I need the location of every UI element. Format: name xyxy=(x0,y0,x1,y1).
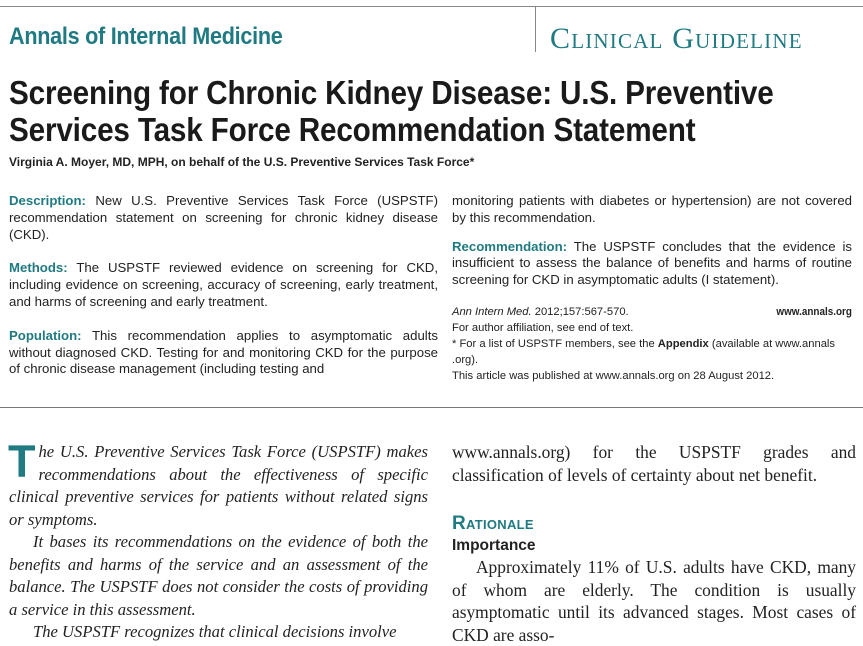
body-paragraph-2: It bases its recommendations on the evidence of both the benefits and harms of the service and an assessment of the balance. The USPSTF does not consider the costs of providing a service in this assessment. xyxy=(9,532,428,619)
abstract-recommendation xyxy=(452,239,852,289)
body-paragraph-3: The USPSTF recognizes that clinical decisions involve xyxy=(33,622,397,641)
article-meta xyxy=(452,304,852,384)
drop-cap: T xyxy=(8,436,36,487)
description-text: New U.S. Preventive Services Task Force (USPSTF) recommendation statement on screening for chronic kidney disease (CKD). xyxy=(9,193,438,242)
rationale-heading: Rationale xyxy=(452,513,534,534)
footnote-prefix: * For a list of USPSTF members, see the xyxy=(452,338,658,350)
importance-paragraph: Approximately 11% of U.S. adults have CKD, many of whom are elderly. The condition is usually asymptomatic until its advanced stages. Most cases of CKD are asso- xyxy=(452,557,856,645)
body-right-column xyxy=(452,441,856,486)
citation-details: 2012;157:567-570. xyxy=(531,306,629,318)
population-label: Population: xyxy=(9,327,82,343)
intro-text: he U.S. Preventive Services Task Force (USPSTF) makes recommendations about the effectiveness of specific clinical preventive services for patients without related signs or symptoms. xyxy=(9,442,428,529)
population-continued: monitoring patients with diabetes or hypertension) are not covered by this recommendation. xyxy=(452,193,852,225)
abstract-left-column xyxy=(9,193,438,378)
abstract-right-column xyxy=(452,193,852,289)
section-label: Clinical Guideline xyxy=(550,22,803,55)
appendix-link[interactable]: Appendix xyxy=(657,338,709,350)
footnote-suffix: (available at www.annals .org). xyxy=(452,338,836,366)
article-title: Screening for Chronic Kidney Disease: U.S. Preventive Services Task Force Recommendation Statement xyxy=(9,74,774,148)
citation-line xyxy=(452,304,852,320)
importance-heading: Importance xyxy=(452,537,536,554)
grades-paragraph: www.annals.org) for the USPSTF grades and classification of levels of certainty about net benefit. xyxy=(452,442,856,485)
intro-paragraph xyxy=(8,436,428,531)
journal-name: Annals of Internal Medicine xyxy=(9,23,283,50)
header-rule xyxy=(0,6,863,7)
members-footnote xyxy=(452,336,852,368)
author-line: Virginia A. Moyer, MD, MPH, on behalf of the U.S. Preventive Services Task Force* xyxy=(9,155,475,169)
citation-journal: Ann Intern Med. xyxy=(452,306,532,318)
description-label: Description: xyxy=(9,193,86,208)
methods-text: The USPSTF reviewed evidence on screening for CKD, including evidence on screening, accuracy of screening, early treatment, and harms of screening and early treatment. xyxy=(9,260,438,309)
website-link[interactable]: www.annals.org xyxy=(776,306,852,318)
abstract-description xyxy=(9,193,438,243)
publication-note: This article was published at www.annals.org on 28 August 2012. xyxy=(452,370,775,382)
recommendation-label: Recommendation: xyxy=(452,238,568,254)
abstract-methods xyxy=(9,260,438,310)
body-left-column xyxy=(8,436,428,644)
population-text: This recommendation applies to asymptomatic adults without diagnosed CKD. Testing for and monitoring CKD for the purpose of chronic disease management (including testing and xyxy=(9,327,438,377)
affiliation-note: For author affiliation, see end of text. xyxy=(452,322,634,334)
abstract-population xyxy=(9,328,438,378)
section-divider xyxy=(0,407,863,408)
header-divider xyxy=(535,6,536,52)
methods-label: Methods: xyxy=(9,260,68,276)
recommendation-text: The USPSTF concludes that the evidence is insufficient to assess the balance of benefits and harms of routine screening for CKD in asymptomatic adults (I statement). xyxy=(452,238,852,288)
importance-section xyxy=(452,556,856,646)
